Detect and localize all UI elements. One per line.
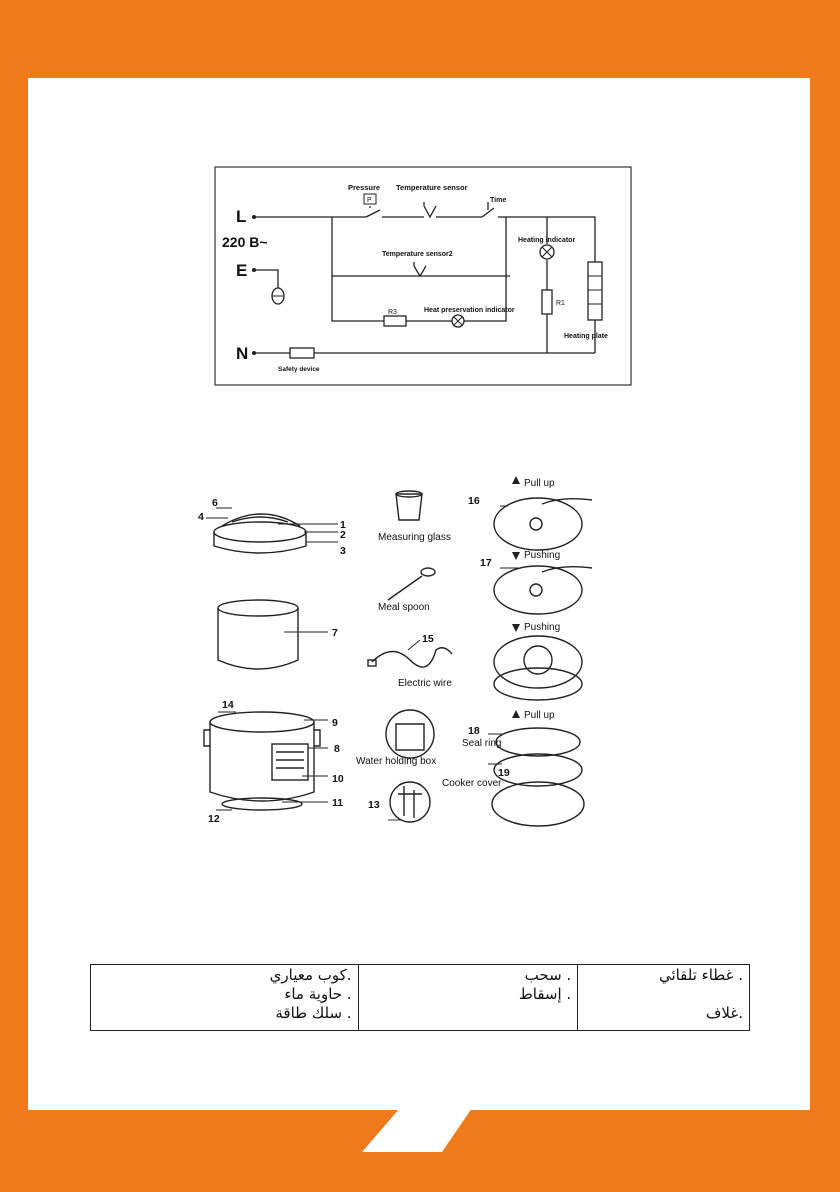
legend-col-right xyxy=(578,965,750,1031)
label-pressure: Pressure xyxy=(348,183,381,192)
label-heating-plate: Heating plate xyxy=(564,333,608,340)
part-4: 4 xyxy=(198,511,204,523)
label-voltage: 220 B~ xyxy=(222,234,268,250)
label-temp-sensor: Temperature sensor xyxy=(396,183,468,192)
legend-item: . حاوية ماء xyxy=(284,985,352,1003)
label-e: E xyxy=(236,261,248,280)
part-8: 8 xyxy=(334,743,340,755)
part-16: 16 xyxy=(468,495,480,507)
label-pressure-box: P xyxy=(367,197,372,204)
legend-item: . غطاء تلقائي xyxy=(658,966,743,984)
part-19: 19 xyxy=(498,767,510,779)
part-13: 13 xyxy=(368,799,380,811)
label-l: L xyxy=(236,207,247,226)
part-17: 17 xyxy=(480,557,492,569)
part-11: 11 xyxy=(332,797,344,809)
part-2: 2 xyxy=(340,529,346,541)
label-r1: R1 xyxy=(556,300,565,307)
electric-wire-icon xyxy=(372,648,452,667)
legend-table xyxy=(90,964,750,1031)
label-water-box: Water holding box xyxy=(356,756,437,767)
lid-step-pushing xyxy=(494,636,582,688)
part-14: 14 xyxy=(222,699,234,711)
label-n: N xyxy=(236,344,249,363)
cooker-body xyxy=(210,712,314,732)
label-heating-indicator: Heating indicator xyxy=(518,237,576,244)
part-15: 15 xyxy=(422,633,434,645)
cooker-lid xyxy=(214,522,306,542)
label-cooker-cover: Cooker cover xyxy=(442,778,502,789)
label-pull-up-2: Pull up xyxy=(524,710,555,721)
meal-spoon-icon xyxy=(388,576,422,600)
legend-item xyxy=(365,1004,572,1023)
part-6: 6 xyxy=(212,497,218,509)
part-12: 12 xyxy=(208,813,220,825)
part-1: 1 xyxy=(340,519,346,531)
legend-item: .غلاف xyxy=(705,1004,743,1022)
measuring-glass-icon xyxy=(396,494,422,520)
label-r3: R3 xyxy=(388,309,397,316)
inner-pot xyxy=(218,600,298,616)
label-meal-spoon: Meal spoon xyxy=(378,602,430,613)
lid-step-17 xyxy=(494,566,582,614)
label-measuring-glass: Measuring glass xyxy=(378,532,451,543)
parts-diagram xyxy=(192,464,612,834)
part-18: 18 xyxy=(468,725,480,737)
part-10: 10 xyxy=(332,773,344,785)
legend-item: .كوب معياري xyxy=(269,966,352,984)
part-3: 3 xyxy=(340,545,346,557)
label-temp-sensor2: Temperature sensor2 xyxy=(382,251,453,258)
legend-item: . سلك طاقة xyxy=(275,1004,352,1022)
label-heat-preservation: Heat preservation indicator xyxy=(424,307,515,314)
legend-item: . سحب xyxy=(524,966,572,984)
label-timer: Time xyxy=(490,197,507,204)
part-7: 7 xyxy=(332,627,338,639)
label-safety-device: Safety device xyxy=(278,366,320,373)
legend-item: . إسقاط xyxy=(518,985,572,1003)
circuit-diagram xyxy=(214,166,632,386)
legend-item xyxy=(584,985,743,1004)
page-tab xyxy=(362,1108,472,1152)
water-box-icon xyxy=(386,710,434,758)
legend-col-middle xyxy=(358,965,578,1031)
legend-col-left xyxy=(91,965,359,1031)
label-electric-wire: Electric wire xyxy=(398,678,452,689)
part-9: 9 xyxy=(332,717,338,729)
seal-ring xyxy=(496,728,580,756)
label-seal-ring: Seal ring xyxy=(462,738,502,749)
label-pull-up-1: Pull up xyxy=(524,478,555,489)
label-pushing-2: Pushing xyxy=(524,622,561,633)
label-pushing-1: Pushing xyxy=(524,550,561,561)
